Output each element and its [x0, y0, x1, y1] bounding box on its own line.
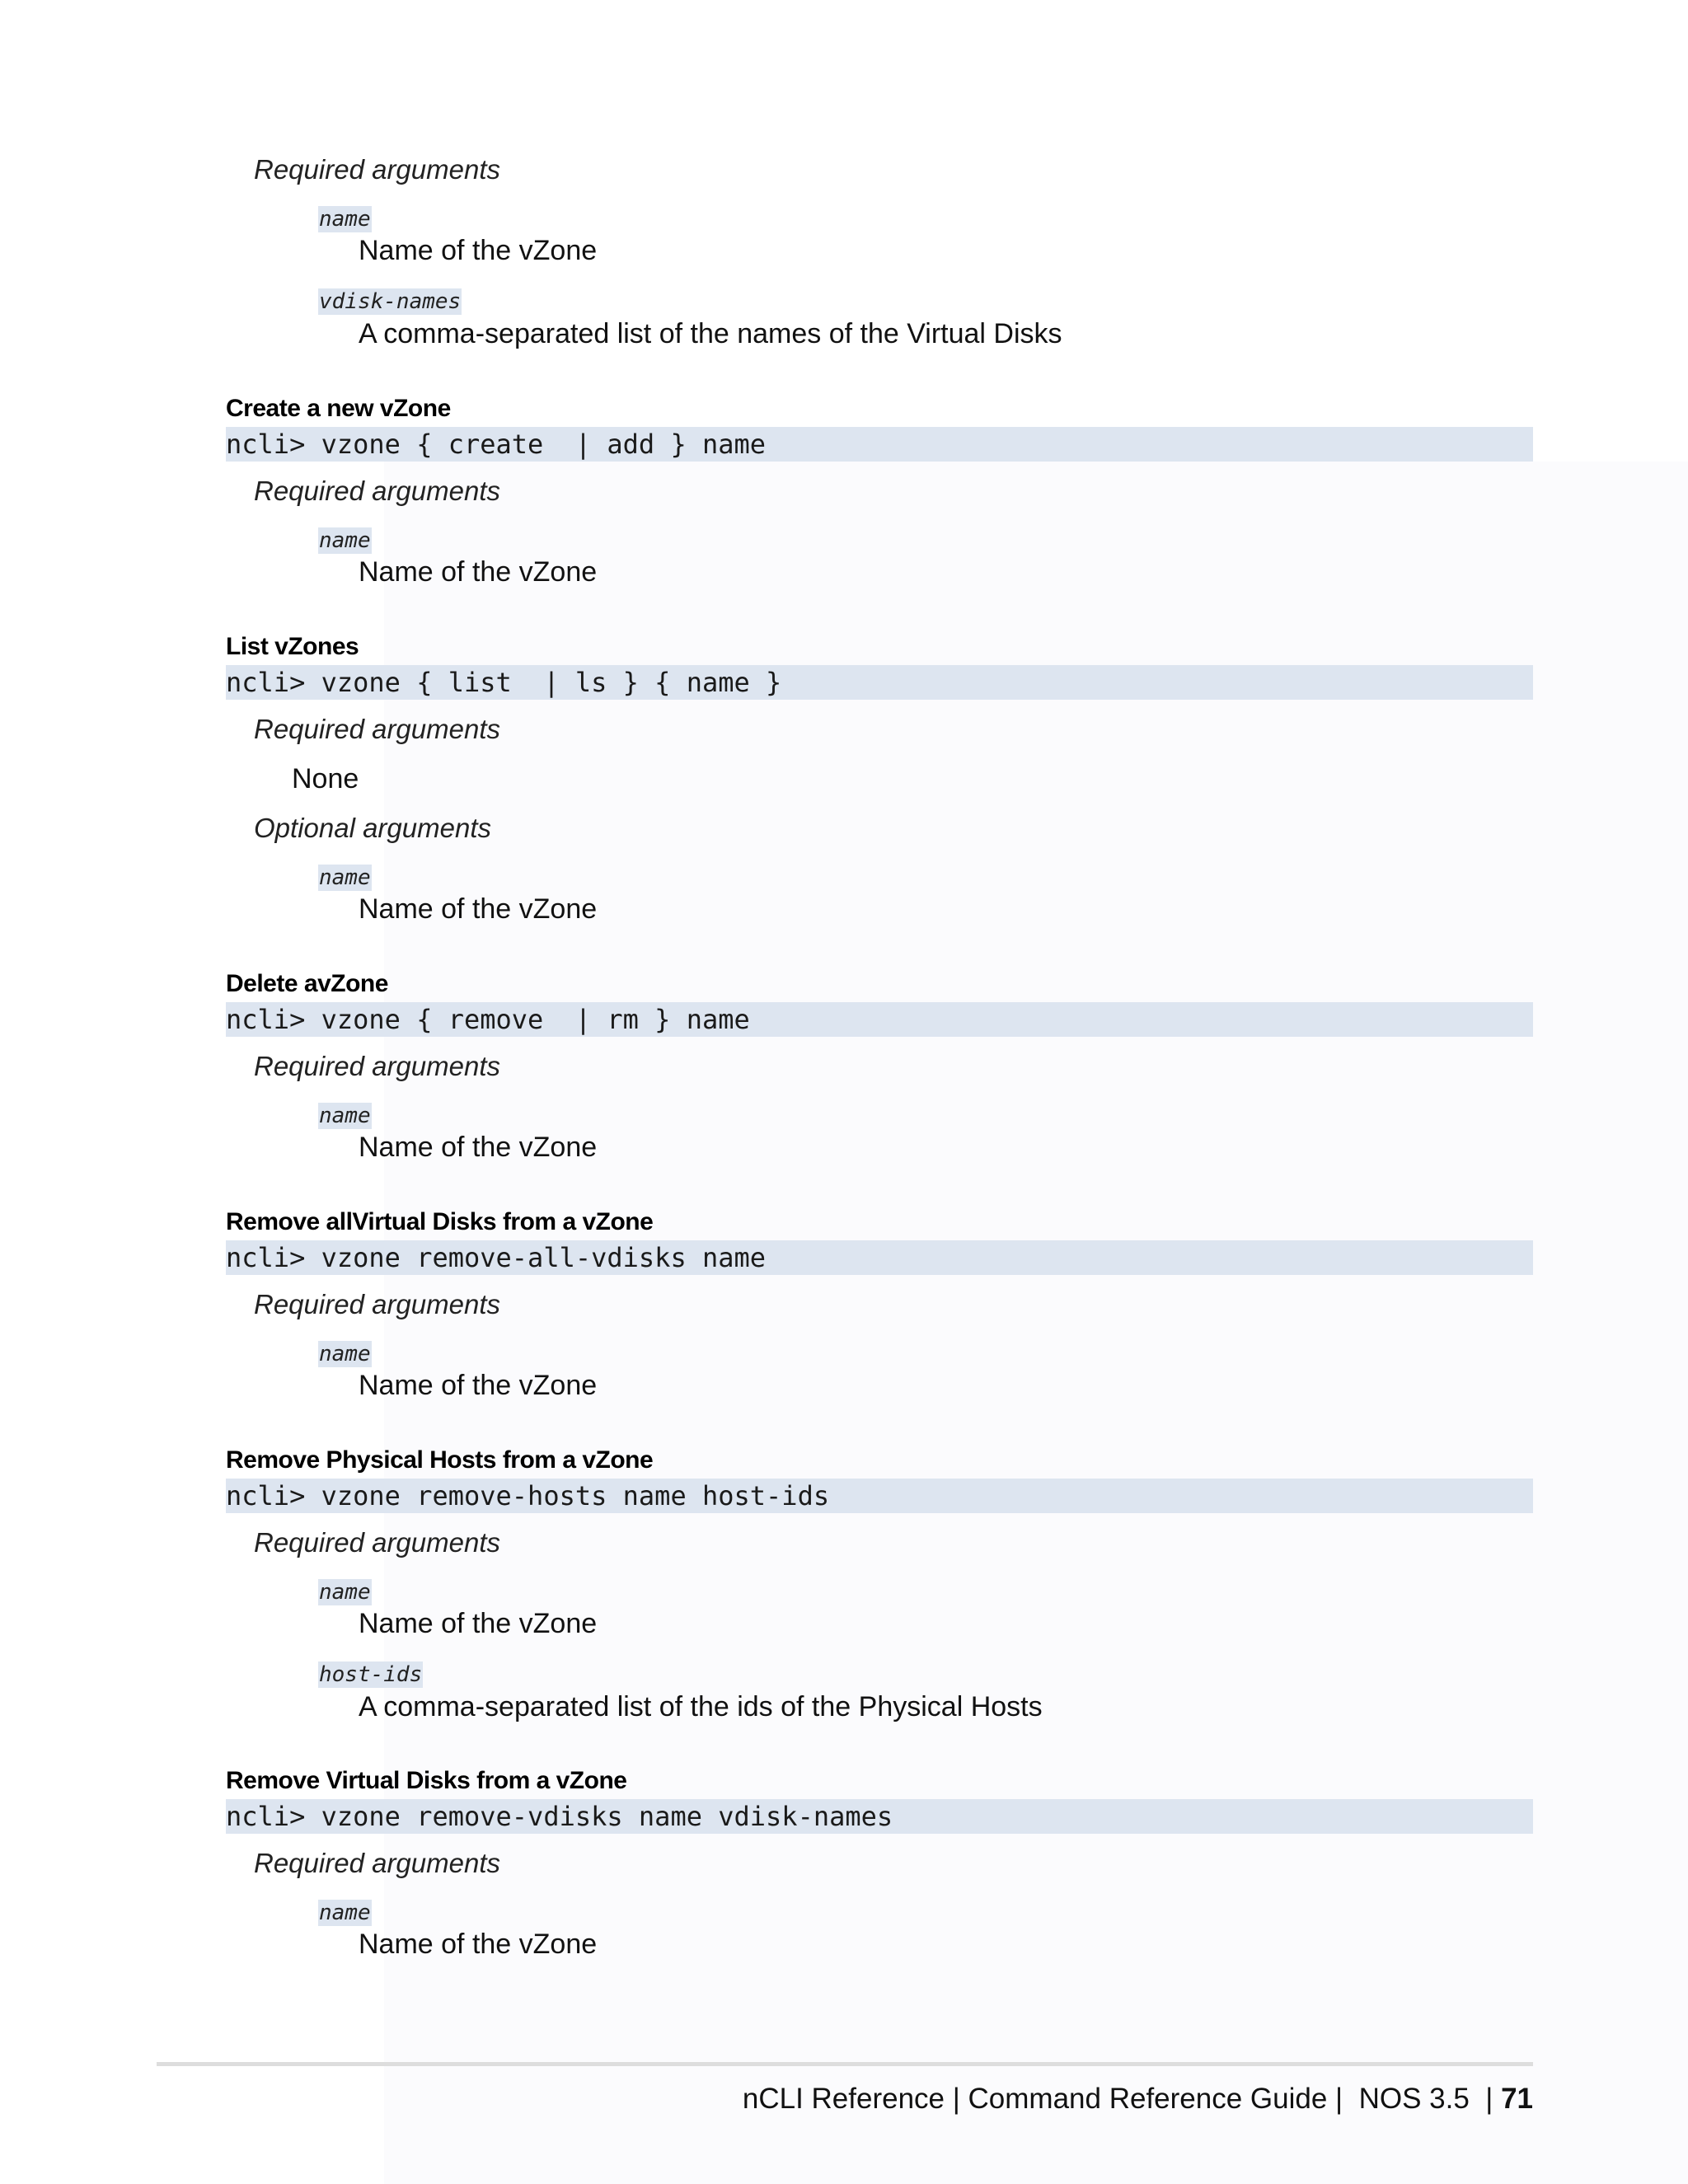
page-footer: [743, 2082, 1533, 2116]
required-arguments-heading: Required arguments: [254, 1527, 500, 1558]
section-title: List vZones: [226, 633, 359, 660]
argument-name: name: [319, 865, 371, 890]
section-title: Delete avZone: [226, 970, 388, 997]
required-arguments-heading: Required arguments: [254, 476, 500, 506]
section-title: Create a new vZone: [226, 395, 451, 422]
argument-description: Name of the vZone: [359, 235, 598, 266]
argument-description: Name of the vZone: [359, 893, 598, 925]
argument-name: name: [319, 207, 371, 232]
page-number: 71: [1501, 2083, 1533, 2115]
required-arguments-heading: Required arguments: [254, 1289, 500, 1319]
footer-divider: [157, 2062, 1533, 2066]
argument-name: name: [319, 1104, 371, 1128]
required-arguments-heading: Required arguments: [254, 714, 500, 744]
page-background: [384, 462, 1688, 2184]
section-title: Remove allVirtual Disks from a vZone: [226, 1208, 654, 1235]
section-title: Remove Physical Hosts from a vZone: [226, 1446, 654, 1474]
argument-description: Name of the vZone: [359, 1608, 598, 1639]
required-arguments-heading: Required arguments: [254, 154, 500, 185]
footer-text: nCLI Reference | Command Reference Guide | NOS 3.5 |: [742, 2083, 1502, 2115]
required-arguments-heading: Required arguments: [254, 1051, 500, 1081]
command-syntax: ncli> vzone remove-all-vdisks name: [226, 1240, 1533, 1275]
section-title: Remove Virtual Disks from a vZone: [226, 1767, 627, 1794]
required-arguments-heading: Required arguments: [254, 1848, 500, 1878]
argument-description: Name of the vZone: [359, 1370, 598, 1401]
command-syntax: ncli> vzone remove-hosts name host-ids: [226, 1479, 1533, 1513]
command-syntax: ncli> vzone remove-vdisks name vdisk-names: [226, 1799, 1533, 1834]
argument-description: A comma-separated list of the ids of the Physical Hosts: [359, 1691, 1043, 1722]
command-syntax: ncli> vzone { create | add } name: [226, 427, 1533, 462]
argument-name: name: [319, 1900, 371, 1925]
optional-arguments-heading: Optional arguments: [254, 813, 491, 843]
argument-name: name: [319, 528, 371, 553]
argument-description: Name of the vZone: [359, 556, 598, 588]
command-syntax: ncli> vzone { list | ls } { name }: [226, 665, 1533, 700]
argument-description: Name of the vZone: [359, 1929, 598, 1960]
argument-description: A comma-separated list of the names of the Virtual Disks: [359, 318, 1062, 349]
none-value: None: [292, 763, 359, 794]
argument-name: host-ids: [319, 1662, 423, 1687]
argument-name: vdisk-names: [319, 289, 462, 314]
argument-name: name: [319, 1342, 371, 1366]
command-syntax: ncli> vzone { remove | rm } name: [226, 1002, 1533, 1037]
argument-name: name: [319, 1580, 371, 1605]
argument-description: Name of the vZone: [359, 1132, 598, 1163]
